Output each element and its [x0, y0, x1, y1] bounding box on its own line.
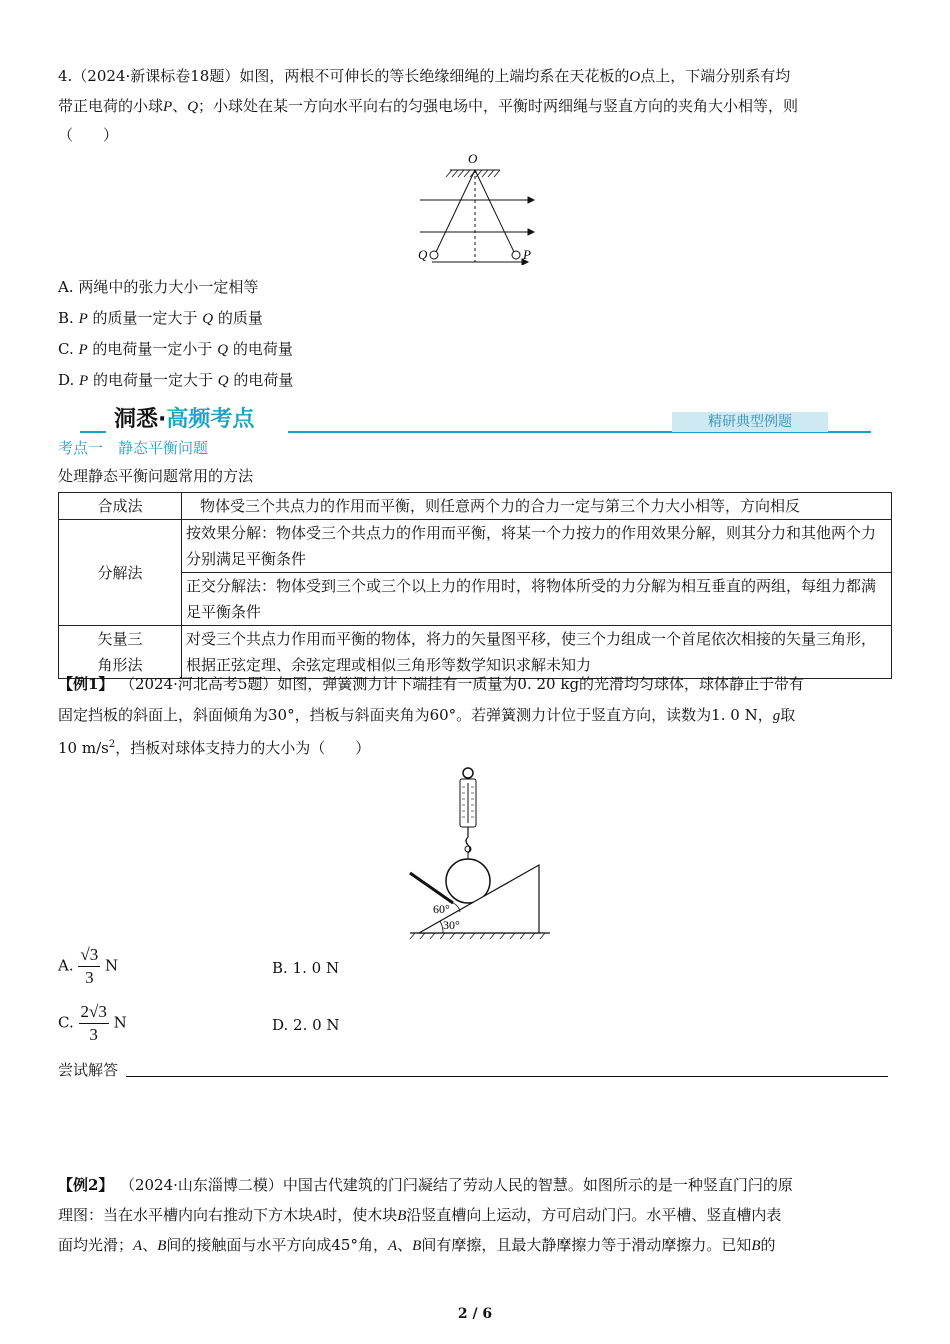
ex1-tag: 【例1】 — [58, 675, 114, 693]
try-answer-label: 尝试解答 — [58, 1061, 119, 1079]
method-name: 矢量三 角形法 — [59, 626, 182, 679]
fraction: $\frac{2√3}{3}$ — [80, 1002, 107, 1044]
method-name: 合成法 — [59, 493, 182, 520]
q4-option-c: C. P 的电荷量一定小于 Q 的电荷量 — [58, 340, 293, 358]
ex2-line-1: 【例2】 （2024·山东淄博二模）中国古代建筑的门闩凝结了劳动人民的智慧。如图所示的是一种竖直门闩的原 — [58, 1176, 793, 1194]
methods-heading: 处理静态平衡问题常用的方法 — [58, 467, 254, 485]
ex1-option-b: B. 1. 0 N — [272, 959, 340, 977]
ex2-line-3: 面均光滑；A、B间的接触面与水平方向成45°角，A、B间有摩擦，且最大静摩擦力等于滑动摩擦力。已知B的 — [58, 1236, 776, 1254]
table-row — [59, 493, 892, 520]
methods-table — [58, 492, 892, 679]
fig-label-o: O — [468, 151, 478, 166]
method-desc: 正交分解法：物体受到三个或三个以上力的作用时，将物体所受的力分解为相互垂直的两组，每组力都满足平衡条件 — [182, 573, 892, 626]
angle-30-label: 30° — [443, 918, 460, 932]
ex1-line-2: 固定挡板的斜面上，斜面倾角为30°，挡板与斜面夹角为60°。若弹簧测力计位于竖直方向，读数为1. 0 N，g取 — [58, 706, 796, 724]
angle-60-label: 60° — [433, 902, 450, 916]
ex2-tag: 【例2】 — [58, 1176, 114, 1194]
q4-option-b: B. P 的质量一定大于 Q 的质量 — [58, 309, 263, 327]
kaodian-heading: 考点一 静态平衡问题 — [58, 439, 209, 457]
ex1-line-1: 【例1】 （2024·河北高考5题）如图，弹簧测力计下端挂有一质量为0. 20 kg的光滑均匀球体，球体静止于带有 — [58, 675, 805, 693]
section-tag: 精研典型例题 — [672, 412, 828, 432]
fraction: $\frac{√3}{3}$ — [80, 945, 99, 987]
table-row — [59, 573, 892, 626]
q4-figure — [410, 150, 540, 265]
table-row — [59, 626, 892, 679]
q4-option-d: D. P 的电荷量一定大于 Q 的电荷量 — [58, 371, 294, 389]
ex1-option-c: C. $\frac{2√3}{3}$ N — [58, 1002, 127, 1044]
q4-option-a: A. 两绳中的张力大小一定相等 — [58, 278, 259, 296]
q4-line-1: 4.（2024·新课标卷18题）如图，两根不可伸长的等长绝缘细绳的上端均系在天花板的O点上，下端分别系有均 — [58, 67, 791, 85]
method-desc: 按效果分解：物体受三个共点力的作用而平衡，将某一个力按力的作用效果分解，则其分力和其他两个力分别满足平衡条件 — [182, 520, 892, 573]
ex1-line-3: 10 $m/s^2$，挡板对球体支持力的大小为（ ） — [58, 739, 371, 757]
fig-label-q: Q — [418, 247, 428, 262]
ex1-option-d: D. 2. 0 N — [272, 1016, 340, 1034]
ex1-figure — [405, 765, 555, 940]
method-desc: 物体受三个共点力的作用而平衡，则任意两个力的合力一定与第三个力大小相等，方向相反 — [182, 493, 892, 520]
answer-line[interactable] — [126, 1076, 888, 1077]
q4-line-2: 带正电荷的小球P、Q；小球处在某一方向水平向右的匀强电场中，平衡时两细绳与竖直方向的夹角大小相等，则 — [58, 97, 799, 115]
method-name: 分解法 — [59, 520, 182, 626]
method-desc: 对受三个共点力作用而平衡的物体，将力的矢量图平移，使三个力组成一个首尾依次相接的矢量三角形，根据正弦定理、余弦定理或相似三角形等数学知识求解未知力 — [182, 626, 892, 679]
section-title: 洞悉·高频考点 — [114, 407, 255, 432]
ex1-option-a: A. $\frac{√3}{3}$ N — [58, 945, 119, 987]
page-number: 2 / 6 — [457, 1306, 493, 1322]
ex2-line-2: 理图：当在水平槽内向右推动下方木块A时，使木块B沿竖直槽向上运动，方可启动门闩。水平槽、竖直槽内表 — [58, 1206, 782, 1224]
fig-label-p: P — [523, 247, 531, 262]
q4-line-3: （ ） — [58, 126, 119, 144]
table-row — [59, 520, 892, 573]
